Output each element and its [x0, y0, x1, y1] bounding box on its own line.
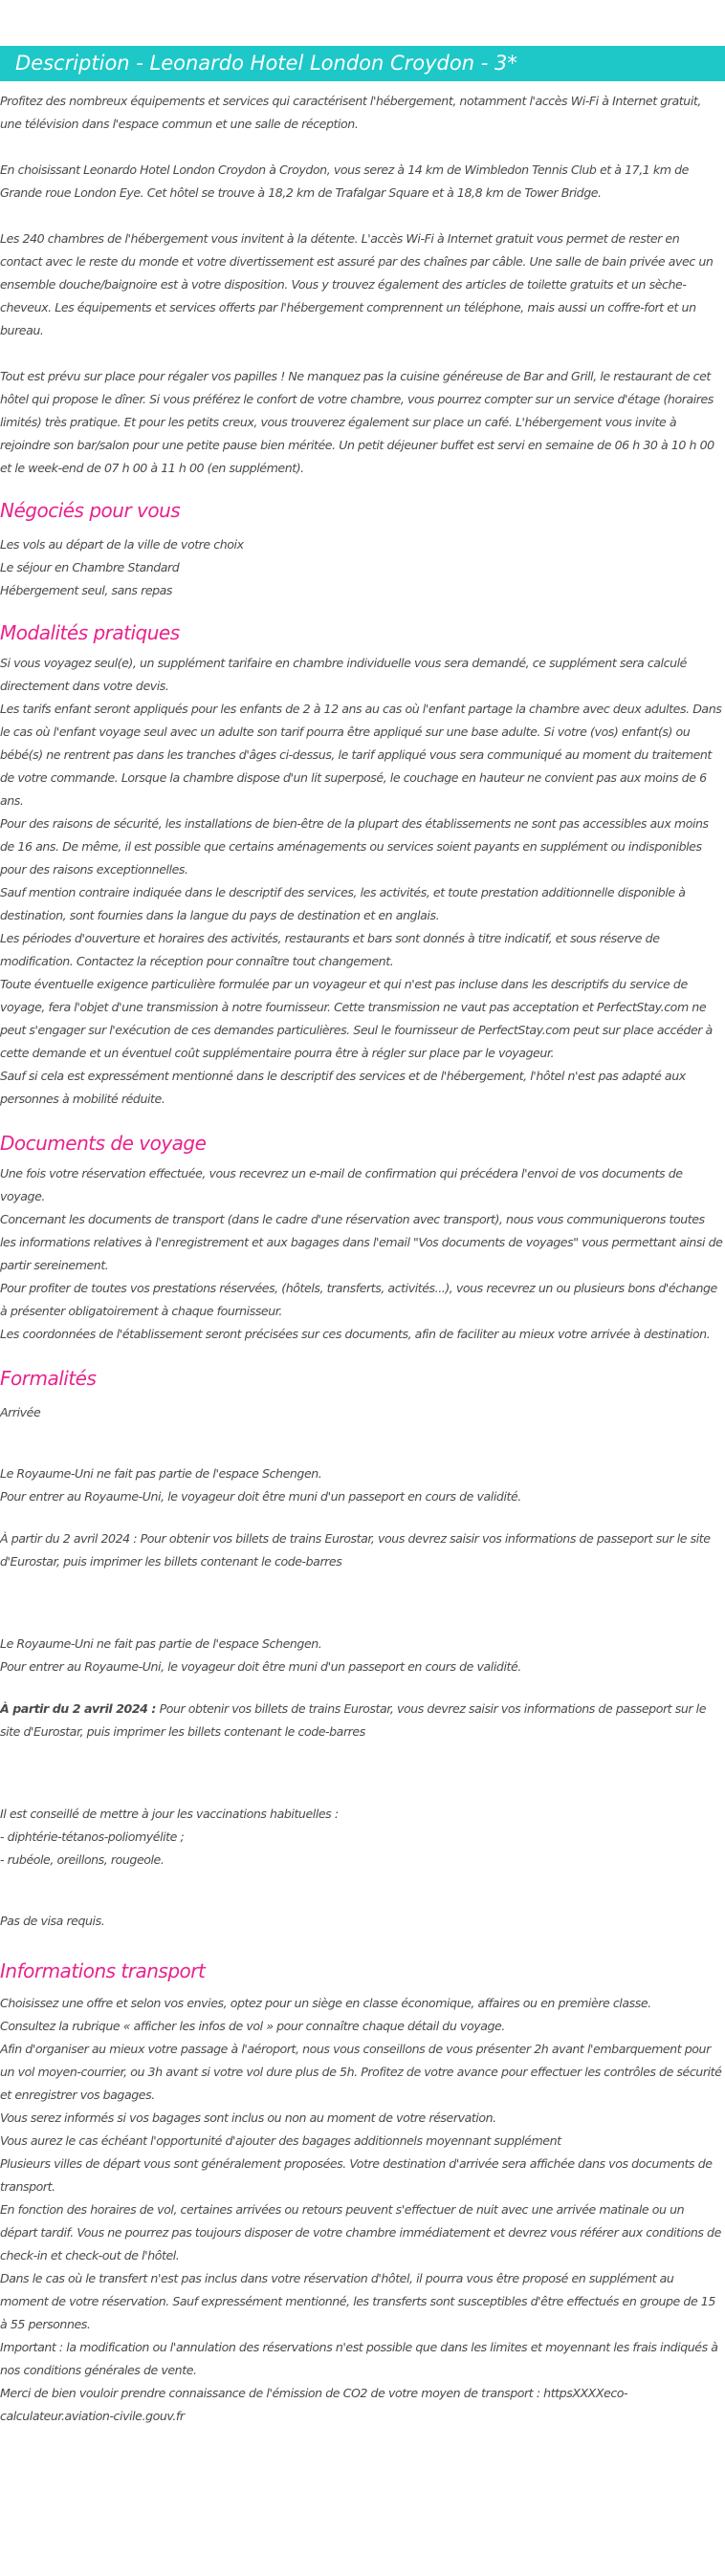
passport-note: Pour entrer au Royaume-Uni, le voyageur doit être muni d'un passeport en cours de validité.: [0, 1659, 521, 1674]
vaccination-item: - rubéole, oreillons, rougeole.: [0, 1852, 165, 1867]
list-item: Les vols au départ de la ville de votre choix: [0, 537, 244, 552]
eurostar-text: Pour obtenir vos billets de trains Eurostar, vous devrez saisir vos informations de passeport sur le site d'Eurostar, puis imprimer les billets contenant le code-barres: [0, 1701, 706, 1739]
body-paragraph: Si vous voyagez seul(e), un supplément tarifaire en chambre individuelle vous sera demandé, ce supplément sera calculé directement dans votre devis.: [0, 656, 687, 693]
body-paragraph: Une fois votre réservation effectuée, vous recevrez un e-mail de confirmation qui précédera l'envoi de vos documents de voyage.: [0, 1166, 683, 1203]
list-item: Hébergement seul, sans repas: [0, 583, 173, 597]
negocies-section: [0, 499, 723, 602]
section-heading: Informations transport: [0, 1959, 206, 1982]
body-paragraph: Concernant les documents de transport (dans le cadre d'une réservation avec transport), nous vous communiquerons toutes les informations relatives à l'enregistrement et aux bagages dans l'email "Vos documents de voyages" vous permettant ainsi de partir sereinement.: [0, 1212, 723, 1272]
eurostar-note: [0, 1698, 723, 1743]
section-heading: Modalités pratiques: [0, 621, 180, 644]
body-paragraph: Vous aurez le cas échéant l'opportunité d'ajouter des bagages additionnels moyennant supplément: [0, 2133, 561, 2148]
formalites-section: [0, 1367, 723, 1933]
body-paragraph: Les périodes d'ouverture et horaires des activités, restaurants et bars sont donnés à titre indicatif, et sous réserve de modification. Contactez la réception pour connaître tout changement.: [0, 931, 660, 968]
body-paragraph: Dans le cas où le transfert n'est pas inclus dans votre réservation d'hôtel, il pourra vous être proposé en supplément au moment de votre réservation. Sauf expressément mentionné, les transferts sont susceptibles d'être effectués en groupe de 15 à 55 personnes.: [0, 2271, 715, 2331]
schengen-note: Le Royaume-Uni ne fait pas partie de l'espace Schengen.: [0, 1636, 322, 1651]
body-paragraph: Pour des raisons de sécurité, les installations de bien-être de la plupart des établissements ne sont pas accessibles aux moins de 16 ans. De même, il est possible que certains aménagements ou services soient payants en supplément ou indisponibles pour des raisons exceptionnelles.: [0, 816, 709, 877]
section-heading: Documents de voyage: [0, 1132, 207, 1155]
section-heading: Négociés pour vous: [0, 499, 181, 522]
description-paragraph: Tout est prévu sur place pour régaler vos papilles ! Ne manquez pas la cuisine généreuse de Bar and Grill, le restaurant de cet hôtel qui propose le dîner. Si vous préférez le confort de votre chambre, vous pourrez compter sur un service d'étage (horaires limités) très pratique. Et pour les petits creux, vous trouverez également sur place un café. L'hébergement vous invite à rejoindre son bar/salon pour une petite pause bien méritée. Un petit déjeuner buffet est servi en semaine de 06 h 30 à 10 h 00 et le week-end de 07 h 00 à 11 h 00 (en supplément).: [0, 369, 714, 475]
body-paragraph: En fonction des horaires de vol, certaines arrivées ou retours peuvent s'effectuer de nuit avec une arrivée matinale ou un départ tardif. Vous ne pourrez pas toujours disposer de votre chambre immédiatement et devrez vous référer aux conditions de check-in et check-out de l'hôtel.: [0, 2202, 721, 2262]
description-paragraph: Profitez des nombreux équipements et services qui caractérisent l'hébergement, notamment l'accès Wi-Fi à Internet gratuit, une télévision dans l'espace commun et une salle de réception.: [0, 94, 701, 131]
list-item: Le séjour en Chambre Standard: [0, 560, 180, 574]
description-section: [0, 90, 723, 480]
documents-section: [0, 1132, 723, 1346]
passport-note: Pour entrer au Royaume-Uni, le voyageur doit être muni d'un passeport en cours de validité.: [0, 1489, 521, 1504]
eurostar-date: À partir du 2 avril 2024 :: [0, 1701, 157, 1716]
visa-note: Pas de visa requis.: [0, 1914, 105, 1928]
body-paragraph: Afin d'organiser au mieux votre passage à l'aéroport, nous vous conseillons de vous présenter 2h avant l'embarquement pour un vol moyen-courrier, ou 3h avant si votre vol dure plus de 5h. Profitez de votre avance pour effectuer les contrôles de sécurité et enregistrer vos bagages.: [0, 2042, 722, 2102]
description-paragraph: Les 240 chambres de l'hébergement vous invitent à la détente. L'accès Wi-Fi à Internet gratuit vous permet de rester en contact avec le reste du monde et votre divertissement est assuré par des chaînes par câble. Une salle de bain privée avec un ensemble douche/baignoire est à votre disposition. Vous y trouvez également des articles de toilette gratuits et un sèche-cheveux. Les équipements et services offerts par l'hébergement comprennent un téléphone, mais aussi un coffre-fort et un bureau.: [0, 231, 714, 337]
body-paragraph: Sauf si cela est expressément mentionné dans le descriptif des services et de l'hébergement, l'hôtel n'est pas adapté aux personnes à mobilité réduite.: [0, 1069, 686, 1106]
eurostar-note: À partir du 2 avril 2024 : Pour obtenir vos billets de trains Eurostar, vous devrez saisir vos informations de passeport sur le site d'Eurostar, puis imprimer les billets contenant le code-barres: [0, 1531, 711, 1569]
arrival-label: Arrivée: [0, 1405, 41, 1419]
page-title: Description - Leonardo Hotel London Croydon - 3*: [0, 46, 725, 81]
vaccination-note: Il est conseillé de mettre à jour les vaccinations habituelles :: [0, 1807, 339, 1821]
main-content: [0, 90, 723, 2428]
body-paragraph: Sauf mention contraire indiquée dans le descriptif des services, les activités, et toute prestation additionnelle disponible à destination, sont fournies dans la langue du pays de destination et en anglais.: [0, 885, 686, 922]
vaccination-item: - diphtérie-tétanos-poliomyélite ;: [0, 1829, 185, 1844]
modalites-section: [0, 621, 723, 1111]
section-heading: Formalités: [0, 1367, 97, 1390]
transport-section: [0, 1959, 723, 2428]
body-paragraph: Choisissez une offre et selon vos envies, optez pour un siège en classe économique, affaires ou en première classe.: [0, 1996, 651, 2010]
body-paragraph: Consultez la rubrique « afficher les infos de vol » pour connaître chaque détail du voyage.: [0, 2019, 505, 2033]
body-paragraph: Pour profiter de toutes vos prestations réservées, (hôtels, transferts, activités...), vous recevrez un ou plusieurs bons d'échange à présenter obligatoirement à chaque fournisseur.: [0, 1281, 717, 1318]
body-paragraph: Les coordonnées de l'établissement seront précisées sur ces documents, afin de faciliter au mieux votre arrivée à destination.: [0, 1327, 711, 1341]
description-paragraph: En choisissant Leonardo Hotel London Croydon à Croydon, vous serez à 14 km de Wimbledon Tennis Club et à 17,1 km de Grande roue London Eye. Cet hôtel se trouve à 18,2 km de Trafalgar Square et à 18,8 km de Tower Bridge.: [0, 162, 689, 200]
body-paragraph: Les tarifs enfant seront appliqués pour les enfants de 2 à 12 ans au cas où l'enfant partage la chambre avec deux adultes. Dans le cas où l'enfant voyage seul avec un adulte son tarif pourra être appliqué sur une base adulte. Si votre (vos) enfant(s) ou bébé(s) ne rentrent pas dans les tranches d'âges ci-dessus, le tarif appliqué vous sera communiqué au moment du traitement de votre commande. Lorsque la chambre dispose d'un lit superposé, le couchage en hauteur ne convient pas aux moins de 6 ans.: [0, 702, 722, 808]
co2-note: Merci de bien vouloir prendre connaissance de l'émission de CO2 de votre moyen de transport : httpsXXXXeco-calculateur.aviation-civile.gouv.fr: [0, 2386, 628, 2423]
body-paragraph: Vous serez informés si vos bagages sont inclus ou non au moment de votre réservation.: [0, 2111, 496, 2125]
body-paragraph: Plusieurs villes de départ vous sont généralement proposées. Votre destination d'arrivée sera affichée dans vos documents de transport.: [0, 2156, 713, 2194]
schengen-note: Le Royaume-Uni ne fait pas partie de l'espace Schengen.: [0, 1466, 322, 1481]
body-paragraph: Toute éventuelle exigence particulière formulée par un voyageur et qui n'est pas incluse dans les descriptifs du service de voyage, fera l'objet d'une transmission à notre fournisseur. Cette transmission ne vaut pas acceptation et PerfectStay.com ne peut s'engager sur l'exécution de ces demandes particulières. Seul le fournisseur de PerfectStay.com peut sur place accéder à cette demande et un éventuel coût supplémentaire pourra être à régler sur place par le voyageur.: [0, 977, 713, 1060]
body-paragraph: Important : la modification ou l'annulation des réservations n'est possible que dans les limites et moyennant les frais indiqués à nos conditions générales de vente.: [0, 2340, 718, 2377]
